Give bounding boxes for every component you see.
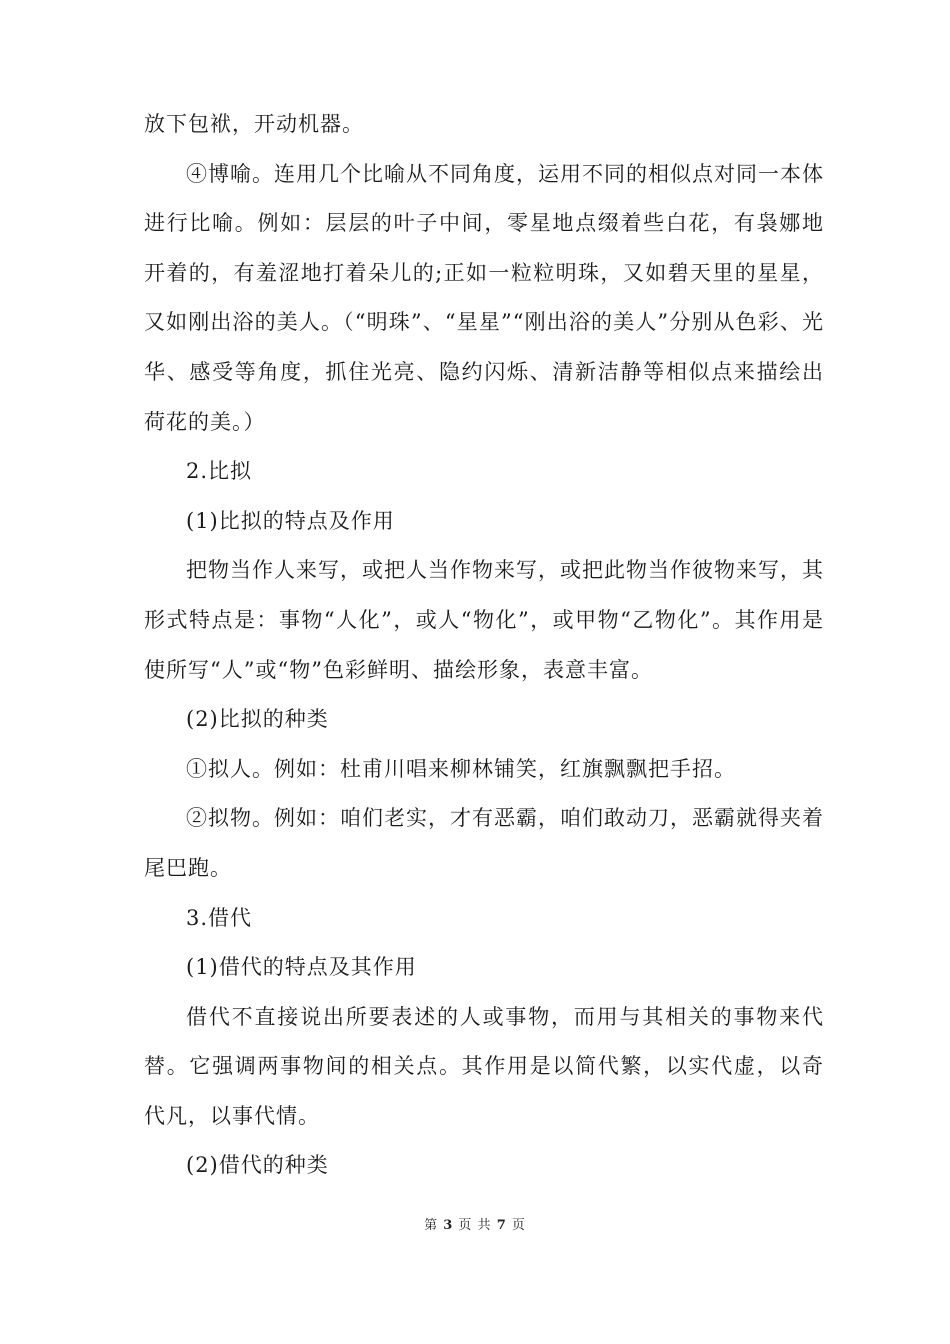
paragraph: ④博喻。连用几个比喻从不同角度，运用不同的相似点对同一本体进行比喻。例如：层层的叶子中间，零星地点缀着些白花，有袅娜地开着的，有羞涩地打着朵儿的;正如一粒粒明珠，又如碧天里的星星，又如刚出浴的美人。（“明珠”、“星星”“刚出浴的美人”分别从色彩、光华、感受等角度，抓住光亮、隐约闪烁、清新洁静等相似点来描绘出荷花的美。） [144,161,824,434]
footer-total-pages: 7 [496,1218,507,1233]
page-footer [0,1214,950,1233]
paragraph: 借代不直接说出所要表述的人或事物，而用与其相关的事物来代替。它强调两事物间的相关点。其作用是以简代繁，以实代虚，以奇代凡，以事代情。 [144,1004,824,1128]
paragraph: ①拟人。例如：杜甫川唱来柳林铺笑，红旗飘飘把手招。 [186,756,736,781]
page-body [144,100,824,1191]
paragraph: 把物当作人来写，或把人当作物来写，或把此物当作彼物来写，其形式特点是：事物“人化”，或人“物化”，或甲物“乙物化”。其作用是使所写“人”或“物”色彩鲜明、描绘形象，表意丰富。 [144,558,824,682]
section-heading: 2.比拟 [186,459,253,484]
section-heading: 3.借代 [186,905,253,930]
subsection-heading: (2)借代的种类 [186,1153,329,1178]
footer-current-page: 3 [443,1218,454,1233]
subsection-heading: (1)借代的特点及其作用 [186,955,417,980]
footer-prefix: 第 [424,1218,439,1233]
footer-middle: 页 共 [458,1218,492,1233]
footer-suffix: 页 [511,1218,526,1233]
subsection-heading: (2)比拟的种类 [186,707,329,732]
paragraph: ②拟物。例如：咱们老实，才有恶霸，咱们敢动刀，恶霸就得夹着尾巴跑。 [144,806,824,880]
subsection-heading: (1)比拟的特点及作用 [186,508,395,533]
paragraph: 放下包袱，开动机器。 [144,112,364,136]
